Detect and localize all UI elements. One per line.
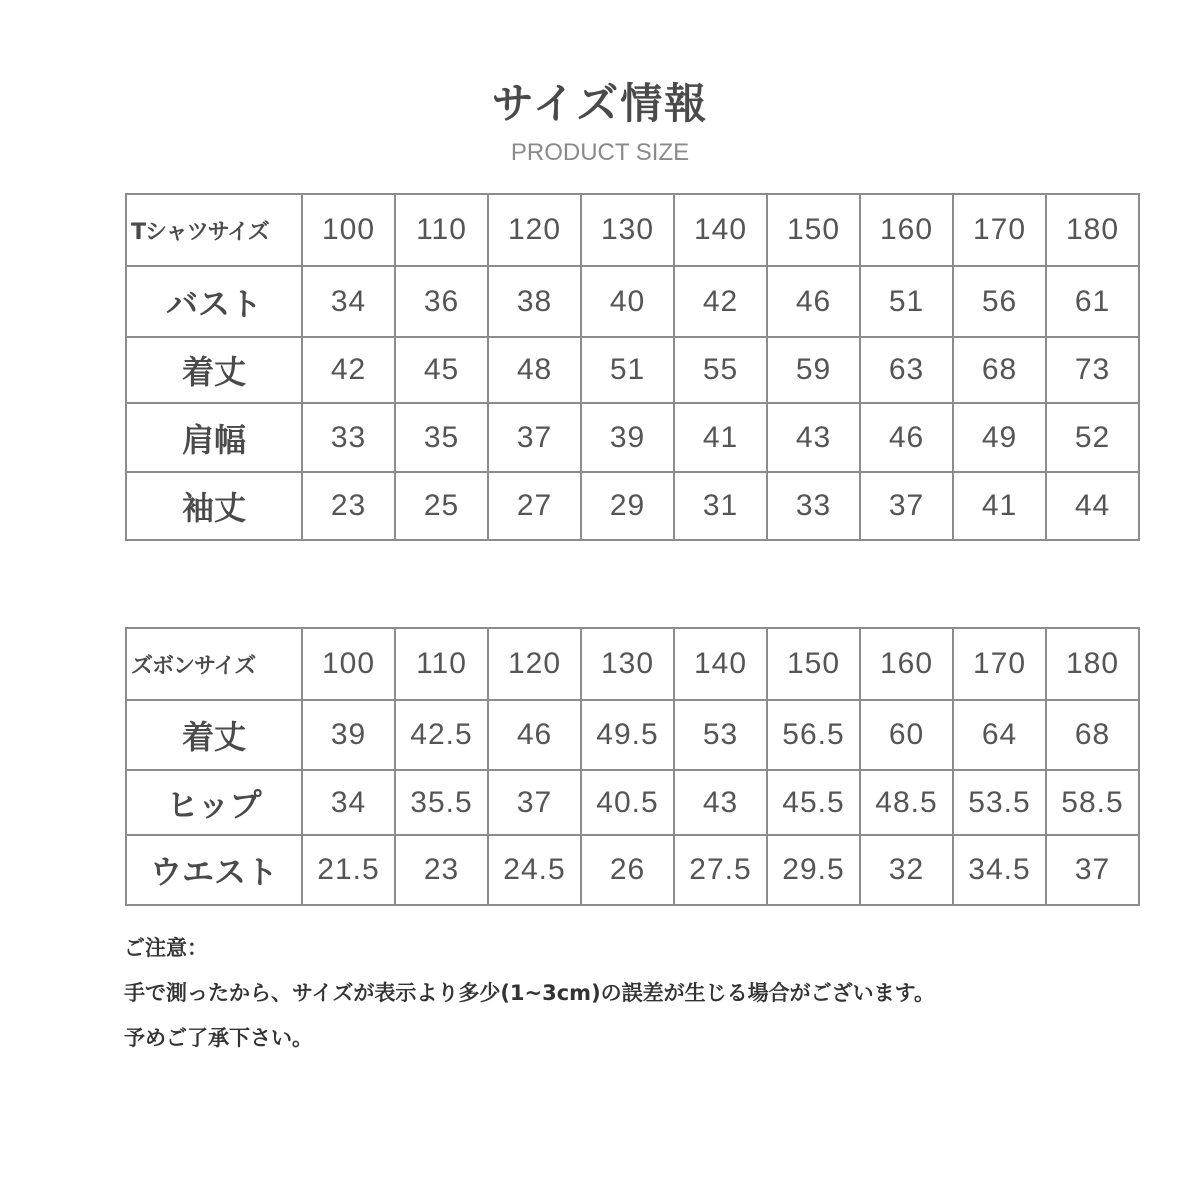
table-row (126, 700, 1139, 770)
table-cell: 35.5 (395, 770, 488, 835)
table-cell: 38 (488, 266, 581, 337)
table-header-row (126, 628, 1139, 700)
table-cell: 48.5 (860, 770, 953, 835)
table-cell: 49.5 (581, 700, 674, 770)
size-header: 130 (581, 194, 674, 266)
table-cell: 23 (395, 835, 488, 905)
row-label: 着丈 (126, 337, 302, 403)
table-cell: 23 (302, 472, 395, 540)
table-cell: 40.5 (581, 770, 674, 835)
table-cell: 45.5 (767, 770, 860, 835)
table-cell: 21.5 (302, 835, 395, 905)
table-cell: 33 (767, 472, 860, 540)
table-cell: 45 (395, 337, 488, 403)
table-corner-label: Tシャツサイズ (126, 194, 302, 266)
notes-line: 手で測ったから、サイズが表示より多少(1~3cm)の誤差が生じる場合がございます。 (124, 981, 935, 1005)
table-row (126, 835, 1139, 905)
table-cell: 32 (860, 835, 953, 905)
row-label: ヒップ (126, 770, 302, 835)
size-header: 170 (953, 628, 1046, 700)
pants-size-table (125, 627, 1140, 906)
size-header: 140 (674, 628, 767, 700)
tshirt-size-table (125, 193, 1140, 541)
table-cell: 37 (488, 770, 581, 835)
table-cell: 37 (860, 472, 953, 540)
table-cell: 64 (953, 700, 1046, 770)
table-cell: 25 (395, 472, 488, 540)
table-row (126, 337, 1139, 403)
table-cell: 46 (860, 403, 953, 472)
table-cell: 51 (860, 266, 953, 337)
row-label: 肩幅 (126, 403, 302, 472)
size-header: 110 (395, 628, 488, 700)
table-cell: 63 (860, 337, 953, 403)
size-header: 120 (488, 194, 581, 266)
table-cell: 61 (1046, 266, 1139, 337)
row-label: 袖丈 (126, 472, 302, 540)
size-header: 150 (767, 628, 860, 700)
table-row (126, 472, 1139, 540)
table-row (126, 770, 1139, 835)
notes-heading: ご注意： (124, 936, 208, 960)
table-cell: 41 (674, 403, 767, 472)
table-cell: 29 (581, 472, 674, 540)
size-header: 180 (1046, 194, 1139, 266)
table-cell: 34 (302, 266, 395, 337)
table-cell: 33 (302, 403, 395, 472)
page-title: サイズ情報 (491, 79, 709, 128)
table-cell: 56 (953, 266, 1046, 337)
table-cell: 26 (581, 835, 674, 905)
table-cell: 59 (767, 337, 860, 403)
table-corner-label: ズボンサイズ (126, 628, 302, 700)
table-cell: 39 (581, 403, 674, 472)
table-cell: 24.5 (488, 835, 581, 905)
table-cell: 68 (1046, 700, 1139, 770)
table-cell: 37 (1046, 835, 1139, 905)
table-cell: 52 (1046, 403, 1139, 472)
table-cell: 46 (767, 266, 860, 337)
table-row (126, 266, 1139, 337)
size-header: 100 (302, 194, 395, 266)
notes-line: 予めご了承下さい。 (124, 1026, 313, 1050)
table-cell: 53.5 (953, 770, 1046, 835)
table-cell: 29.5 (767, 835, 860, 905)
size-header: 160 (860, 194, 953, 266)
table-cell: 42 (674, 266, 767, 337)
page-subtitle: PRODUCT SIZE (510, 139, 690, 166)
table-cell: 46 (488, 700, 581, 770)
table-cell: 73 (1046, 337, 1139, 403)
table-cell: 55 (674, 337, 767, 403)
table-cell: 42 (302, 337, 395, 403)
table-cell: 48 (488, 337, 581, 403)
size-header: 140 (674, 194, 767, 266)
table-cell: 41 (953, 472, 1046, 540)
size-header: 100 (302, 628, 395, 700)
table-cell: 51 (581, 337, 674, 403)
table-cell: 53 (674, 700, 767, 770)
table-cell: 36 (395, 266, 488, 337)
table-row (126, 403, 1139, 472)
table-cell: 60 (860, 700, 953, 770)
table-cell: 27.5 (674, 835, 767, 905)
size-header: 130 (581, 628, 674, 700)
table-cell: 44 (1046, 472, 1139, 540)
table-cell: 43 (674, 770, 767, 835)
table-cell: 58.5 (1046, 770, 1139, 835)
row-label: 着丈 (126, 700, 302, 770)
size-header: 160 (860, 628, 953, 700)
size-header: 120 (488, 628, 581, 700)
size-header: 170 (953, 194, 1046, 266)
table-cell: 43 (767, 403, 860, 472)
size-header: 180 (1046, 628, 1139, 700)
table-cell: 34 (302, 770, 395, 835)
table-cell: 56.5 (767, 700, 860, 770)
row-label: ウエスト (126, 835, 302, 905)
row-label: バスト (126, 266, 302, 337)
table-cell: 39 (302, 700, 395, 770)
table-cell: 49 (953, 403, 1046, 472)
table-cell: 42.5 (395, 700, 488, 770)
table-cell: 34.5 (953, 835, 1046, 905)
table-cell: 27 (488, 472, 581, 540)
table-cell: 31 (674, 472, 767, 540)
size-header: 110 (395, 194, 488, 266)
size-header: 150 (767, 194, 860, 266)
notes-section (124, 926, 1184, 1061)
table-cell: 40 (581, 266, 674, 337)
table-cell: 35 (395, 403, 488, 472)
table-cell: 68 (953, 337, 1046, 403)
table-cell: 37 (488, 403, 581, 472)
table-header-row (126, 194, 1139, 266)
